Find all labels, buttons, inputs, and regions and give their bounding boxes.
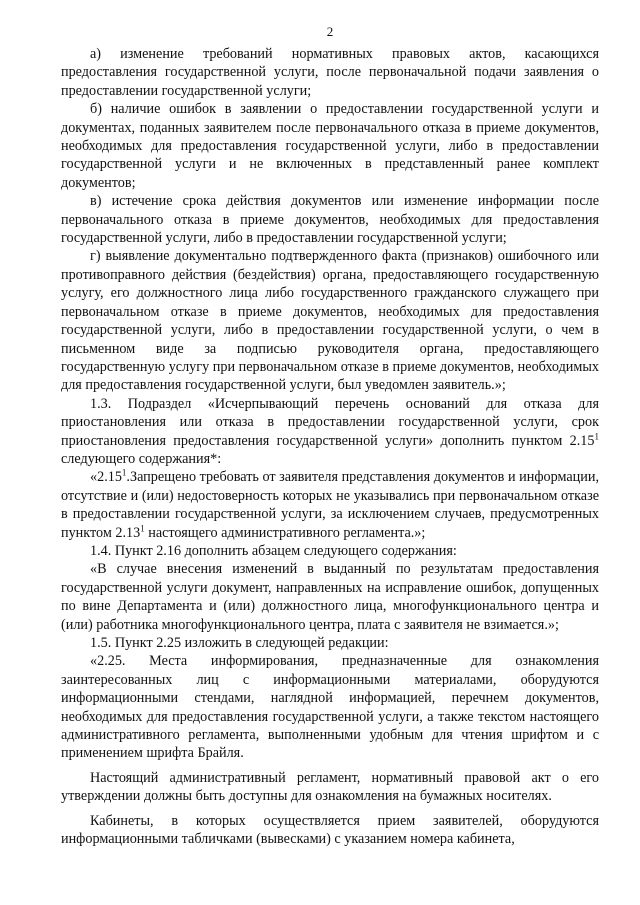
item-a-paragraph: а) изменение требований нормативных правовых актов, касающихся предоставления государственной услуги, после первоначальной подачи заявления о предоставлении государственной услуги; bbox=[61, 46, 599, 99]
offices-equipment-paragraph: Кабинеты, в которых осуществляется прием заявителей, оборудуются информационными табличками (вывесками) с указанием номера кабинета, bbox=[61, 812, 599, 848]
section-1-3-superscript: 1 bbox=[594, 430, 599, 441]
quote-2-16-paragraph: «В случае внесения изменений в выданный по результатам предоставления государственной услуги документ, направленных на исправление ошибок, допущенных по вине Департамента и (или) должностного лица, многофункционального центра и (или) работника многофункционального центра, плата с заявителя не взимается.»; bbox=[61, 561, 599, 633]
page-number: 2 bbox=[326, 24, 334, 39]
quote-2-15-text: .Запрещено требовать от заявителя представления документов и информации, отсутствие и (или) недостоверность которых не указывались при первоначальном отказе в предоставлении государственной услуги, за исключением случаев, предусмотренных пунктом 2.13 bbox=[61, 469, 599, 541]
section-1-3-paragraph bbox=[61, 395, 599, 469]
item-g-paragraph: г) выявление документально подтвержденного факта (признаков) ошибочного или противоправного действия (бездействия) органа, предоставляющего государственную услугу, его должностного лица либо государственного гражданского служащего при первоначальном отказе в приеме документов, необходимых для предоставления государственной услуги, либо в предоставлении государственной услуги, о чем в письменном виде за подписью руководителя органа, предоставляющего государственную услугу при первоначальном отказе в приеме документов, необходимых для предоставления государственной услуги, был уведомлен заявитель.»; bbox=[61, 248, 599, 394]
quote-2-25-paragraph: «2.25. Места информирования, предназначенные для ознакомления заинтересованных лиц с информационными материалами, оборудуются информационными стендами, наглядной информацией, перечнем документов, необходимых для предоставления государственной услуги, а также текстом настоящего административного регламента, выполненными удобным для чтения шрифтом и с применением шрифта Брайля. bbox=[61, 653, 599, 762]
quote-2-15-tail: настоящего административного регламента.»; bbox=[144, 524, 426, 541]
section-1-4-paragraph: 1.4. Пункт 2.16 дополнить абзацем следующего содержания: bbox=[90, 542, 457, 559]
section-1-3-text: 1.3. Подраздел «Исчерпывающий перечень оснований для отказа для приостановления или отказа в предоставлении государственной услуги, срок приостановления предоставления государственной услуги» дополнить пунктом 2.15 bbox=[61, 395, 599, 449]
item-b-paragraph: б) наличие ошибок в заявлении о предоставлении государственной услуги и документах, поданных заявителем после первоначального отказа в приеме документов, необходимых для предоставления государственной услуги, либо в предоставлении государственной услуги и не включенных в представленный ранее комплект документов; bbox=[61, 101, 599, 191]
item-v-paragraph: в) истечение срока действия документов или изменение информации после первоначального отказа в приеме документов, необходимых для предоставления государственной услуги, либо в предоставлении государственной услуги; bbox=[61, 193, 599, 247]
quote-2-15-paragraph bbox=[61, 468, 599, 542]
quote-2-15-number: «2.15 bbox=[90, 469, 122, 486]
reglament-availability-paragraph: Настоящий административный регламент, нормативный правовой акт о его утверждении должны быть доступны для ознакомления на бумажных носителях. bbox=[61, 769, 599, 805]
section-1-3-tail: следующего содержания*: bbox=[61, 450, 222, 467]
section-1-5-paragraph: 1.5. Пункт 2.25 изложить в следующей редакции: bbox=[90, 635, 389, 651]
quote-2-15-superscript: 1 bbox=[121, 467, 127, 478]
quote-2-13-superscript: 1 bbox=[140, 522, 145, 533]
